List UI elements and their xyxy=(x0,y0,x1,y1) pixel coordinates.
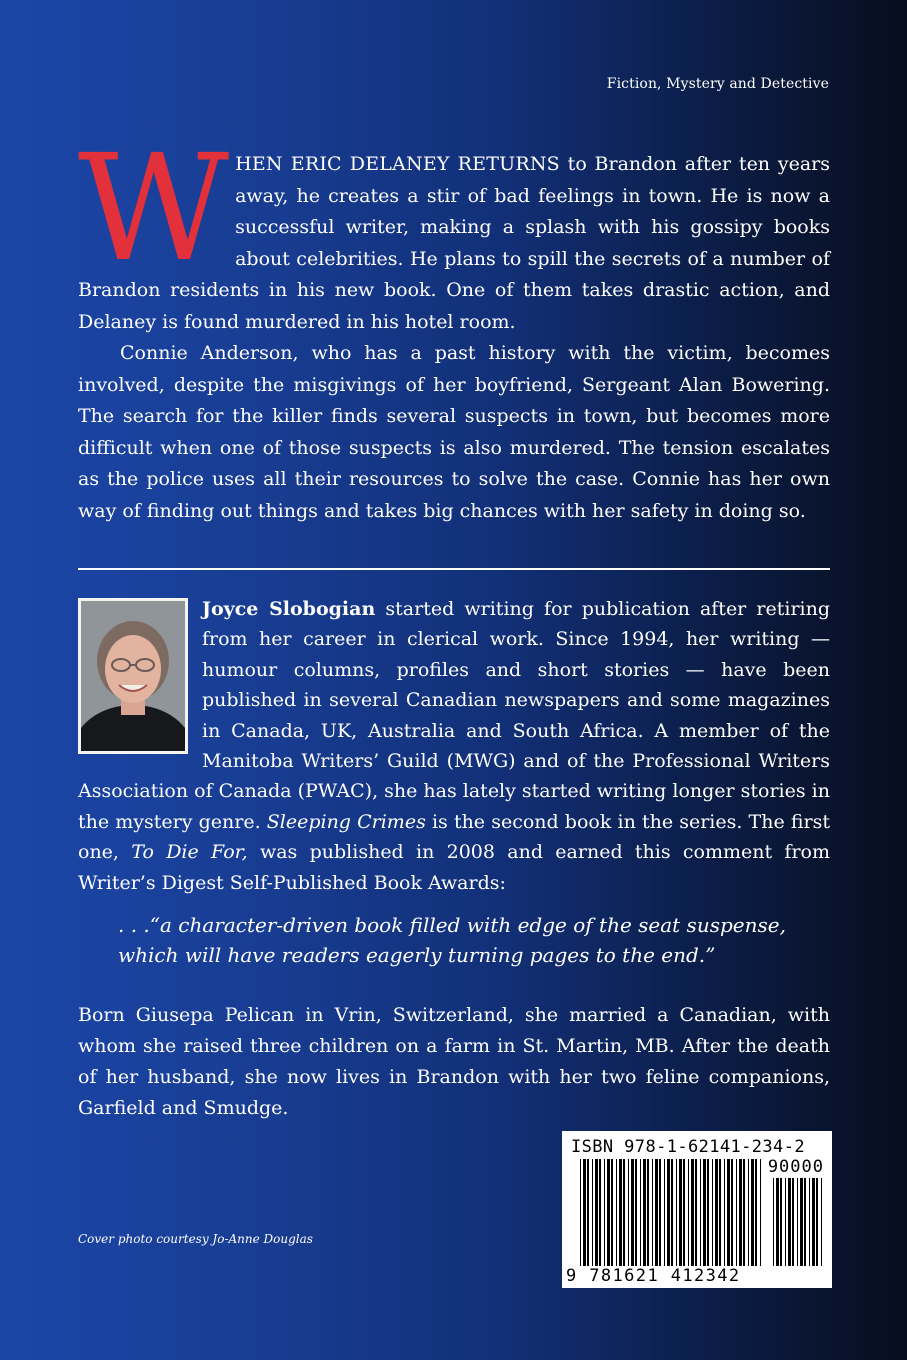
section-divider xyxy=(78,568,830,570)
price-code: 90000 xyxy=(767,1157,824,1177)
photo-credit: Cover photo courtesy Jo-Anne Douglas xyxy=(78,1232,313,1246)
bio-text-2: is the second book in the series. The first one, xyxy=(78,810,830,864)
author-photo xyxy=(78,598,188,754)
barcode-main-bars xyxy=(579,1159,765,1266)
blurb-paragraph-1 xyxy=(78,123,830,338)
book-blurb xyxy=(78,123,830,527)
review-quote: . . .“a character-driven book filled with edge of the seat suspense, which will have readers eagerly turning pages to the end.” xyxy=(118,913,786,967)
book-title-to-die-for: To Die For, xyxy=(131,841,248,864)
author-name: Joyce Slobogian xyxy=(202,598,376,620)
author-portrait-image xyxy=(81,601,185,751)
author-bio xyxy=(78,594,830,898)
genre-label: Fiction, Mystery and Detective xyxy=(606,76,829,92)
blurb-paragraph-2: Connie Anderson, who has a past history with the victim, becomes involved, despite the misgivings of her boyfriend, Sergeant Alan Bowering. The search for the killer finds several suspects in town, but becomes more difficult when one of those suspects is also murdered. The tension escalates as the police uses all their resources to solve the case. Connie has her own way of finding out things and takes big chances with her safety in doing so. xyxy=(78,342,830,522)
bio-text-1: started writing for publication after retiring from her career in clerical work. Since 1994, her writing — humour columns, profiles and short stories — have been published in several Canadian newspapers and some magazines in Canada, UK, Australia and South Africa. A member of the Manitoba Writers’ Guild (MWG) and of the Professional Writers Association of Canada (PWAC), she has lately started writing longer stories in the mystery genre. xyxy=(78,598,830,833)
blurb-text-1: to Brandon after ten years away, he creates a stir of bad feelings in town. He is now a successful writer, making a splash with his gossipy books about celebrities. He plans to spill the secrets of a number of Brandon residents in his new book. One of them takes drastic action, and Delaney is found murdered in his hotel room. xyxy=(78,153,830,333)
isbn-barcode xyxy=(562,1131,832,1288)
bio-text-3: was published in 2008 and earned this comment from Writer’s Digest Self-Published Book Awards: xyxy=(78,841,831,894)
author-background: Born Giusepa Pelican in Vrin, Switzerland, she married a Canadian, with whom she raised three children on a farm in St. Martin, MB. After the death of her husband, she now lives in Brandon with her two feline companions, Garfield and Smudge. xyxy=(78,1004,830,1119)
blurb-lead: HEN ERIC DELANEY RETURNS xyxy=(235,153,560,175)
bio-paragraph xyxy=(78,594,830,898)
isbn-number: ISBN 978-1-62141-234-2 xyxy=(571,1137,805,1157)
barcode-addon-bars xyxy=(772,1178,825,1266)
ean-digits: 9 781621 412342 xyxy=(566,1266,741,1286)
book-title-sleeping-crimes: Sleeping Crimes xyxy=(266,810,426,833)
drop-cap: W xyxy=(78,123,226,294)
